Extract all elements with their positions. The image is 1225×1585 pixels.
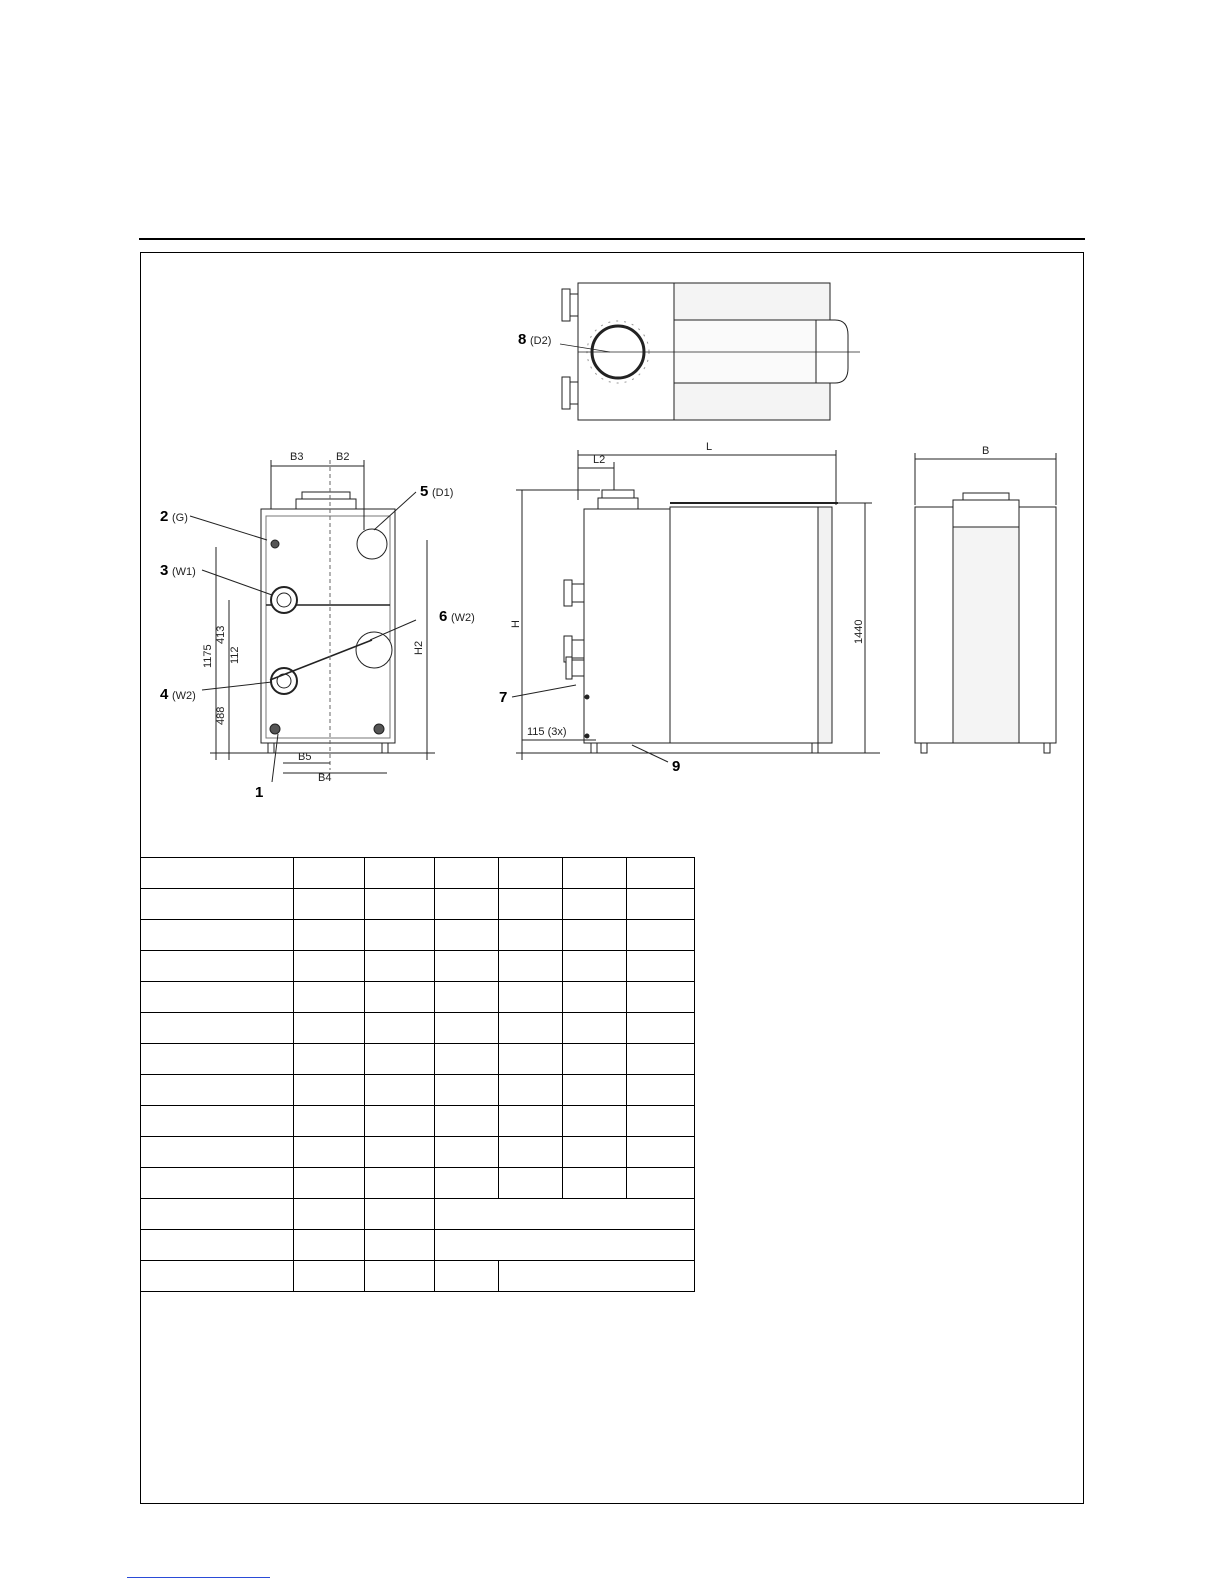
table-row <box>141 1168 695 1199</box>
table-row <box>141 920 695 951</box>
dim-h2: H2 <box>413 640 425 655</box>
table-row <box>141 1199 695 1230</box>
dim-b2: B2 <box>336 451 350 463</box>
dim-112: 112 <box>229 646 241 664</box>
callout-9-number: 9 <box>672 758 681 775</box>
callout-6-number: 6 <box>439 608 448 625</box>
callout-1-number: 1 <box>255 784 264 801</box>
dim-1440: 1440 <box>853 619 865 644</box>
dim-488: 488 <box>215 706 227 725</box>
callout-3-label: (W1) <box>172 566 196 578</box>
table-row <box>141 1044 695 1075</box>
dim-b4: B4 <box>318 772 332 784</box>
callout-4-label: (W2) <box>172 690 196 702</box>
rear-view <box>915 453 1056 753</box>
callout-6-label: (W2) <box>451 612 475 624</box>
table-row <box>141 1013 695 1044</box>
specification-table <box>140 857 695 1292</box>
callout-2-number: 2 <box>160 508 169 525</box>
table-row <box>141 982 695 1013</box>
side-view <box>512 450 880 762</box>
callout-8-label: (D2) <box>530 335 552 347</box>
dim-l: L <box>706 441 713 453</box>
dim-115-3x: 115 (3x) <box>527 726 567 738</box>
callout-2-label: (G) <box>172 512 188 524</box>
table-row <box>141 951 695 982</box>
table-row <box>141 1106 695 1137</box>
dim-413: 413 <box>215 625 227 644</box>
dim-b3: B3 <box>290 451 304 463</box>
table-row <box>141 858 695 889</box>
callout-7-number: 7 <box>499 689 508 706</box>
footer-link-underline[interactable] <box>127 1577 270 1578</box>
table-row <box>141 1075 695 1106</box>
front-view <box>190 460 435 782</box>
callout-3-number: 3 <box>160 562 169 579</box>
callout-8-number: 8 <box>518 331 527 348</box>
callout-4-number: 4 <box>160 686 169 703</box>
table-row <box>141 1261 695 1292</box>
callout-5-label: (D1) <box>432 487 454 499</box>
dim-b: B <box>982 445 990 457</box>
callout-5-number: 5 <box>420 483 429 500</box>
dim-1175: 1175 <box>202 644 214 668</box>
dim-b5: B5 <box>298 751 312 763</box>
table-row <box>141 1137 695 1168</box>
table-row <box>141 1230 695 1261</box>
dim-l2: L2 <box>593 454 606 466</box>
top-view <box>560 283 860 420</box>
table-row <box>141 889 695 920</box>
dim-h: H <box>510 620 522 628</box>
